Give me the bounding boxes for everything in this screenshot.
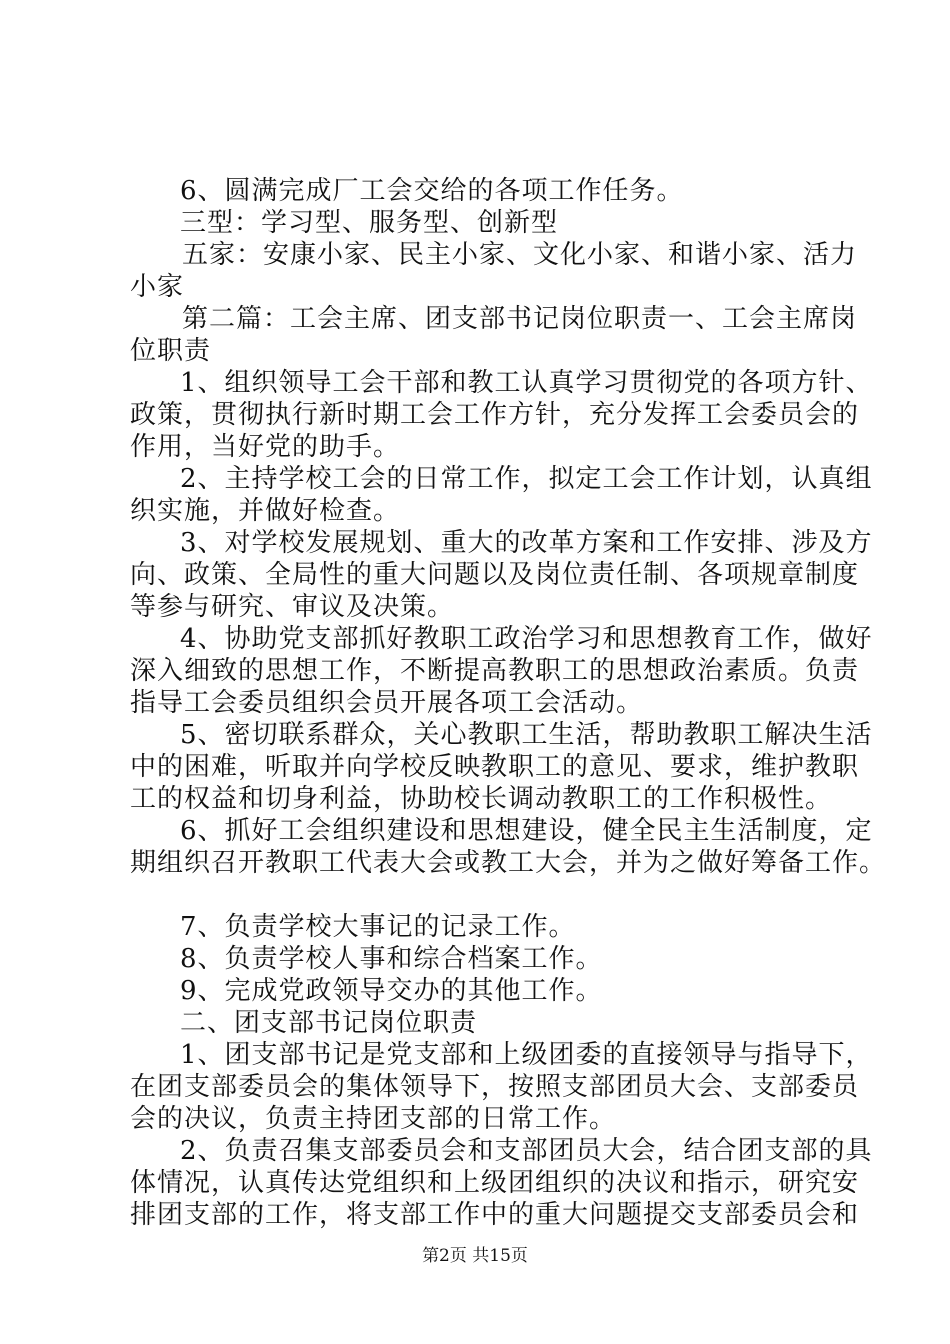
text-line: 政策，贯彻执行新时期工会工作方针，充分发挥工会委员会的 [130,400,860,430]
text-line: 第二篇：工会主席、团支部书记岗位职责一、工会主席岗 [182,304,858,334]
text-line: 二、团支部书记岗位职责 [180,1008,478,1038]
text-line: 等参与研究、审议及决策。 [130,592,455,622]
text-line: 5、密切联系群众，关心教职工生活，帮助教职工解决生活 [180,720,873,750]
text-line: 会的决议，负责主持团支部的日常工作。 [130,1104,617,1134]
text-line: 8、负责学校人事和综合档案工作。 [180,944,603,974]
text-line: 中的困难，听取并向学校反映教职工的意见、要求，维护教职 [130,752,860,782]
text-line: 排团支部的工作，将支部工作中的重大问题提交支部委员会和 [130,1200,860,1230]
text-line: 作用，当好党的助手。 [130,432,401,462]
text-line: 三型：学习型、服务型、创新型 [180,208,559,238]
text-line: 1、组织领导工会干部和教工认真学习贯彻党的各项方针、 [180,368,873,398]
text-line: 位职责 [130,336,212,366]
text-line: 工的权益和切身利益，协助校长调动教职工的工作积极性。 [130,784,833,814]
text-line: 在团支部委员会的集体领导下，按照支部团员大会、支部委员 [130,1072,860,1102]
text-line: 期组织召开教职工代表大会或教工大会，并为之做好筹备工作。 [130,848,887,878]
text-line: 6、抓好工会组织建设和思想建设，健全民主生活制度，定 [180,816,873,846]
page-footer [0,1245,950,1267]
text-line: 向、政策、全局性的重大问题以及岗位责任制、各项规章制度 [130,560,860,590]
text-line: 6、圆满完成厂工会交给的各项工作任务。 [180,176,684,206]
text-line: 小家 [130,272,185,302]
text-line: 织实施，并做好检查。 [130,496,401,526]
text-line: 2、负责召集支部委员会和支部团员大会，结合团支部的具 [180,1136,873,1166]
text-line: 五家：安康小家、民主小家、文化小家、和谐小家、活力 [182,240,858,270]
text-line: 体情况，认真传达党组织和上级团组织的决议和指示，研究安 [130,1168,860,1198]
text-line: 2、主持学校工会的日常工作，拟定工会工作计划，认真组 [180,464,873,494]
text-line: 深入细致的思想工作，不断提高教职工的思想政治素质。负责 [130,656,860,686]
text-line: 4、协助党支部抓好教职工政治学习和思想教育工作，做好 [180,624,873,654]
page-number: 第2页 共15页 [422,1246,528,1266]
text-line: 9、完成党政领导交办的其他工作。 [180,976,603,1006]
text-line: 3、对学校发展规划、重大的改革方案和工作安排、涉及方 [180,528,873,558]
text-line: 7、负责学校大事记的记录工作。 [180,912,576,942]
text-line: 1、团支部书记是党支部和上级团委的直接领导与指导下， [180,1040,873,1070]
text-line: 指导工会委员组织会员开展各项工会活动。 [130,688,644,718]
